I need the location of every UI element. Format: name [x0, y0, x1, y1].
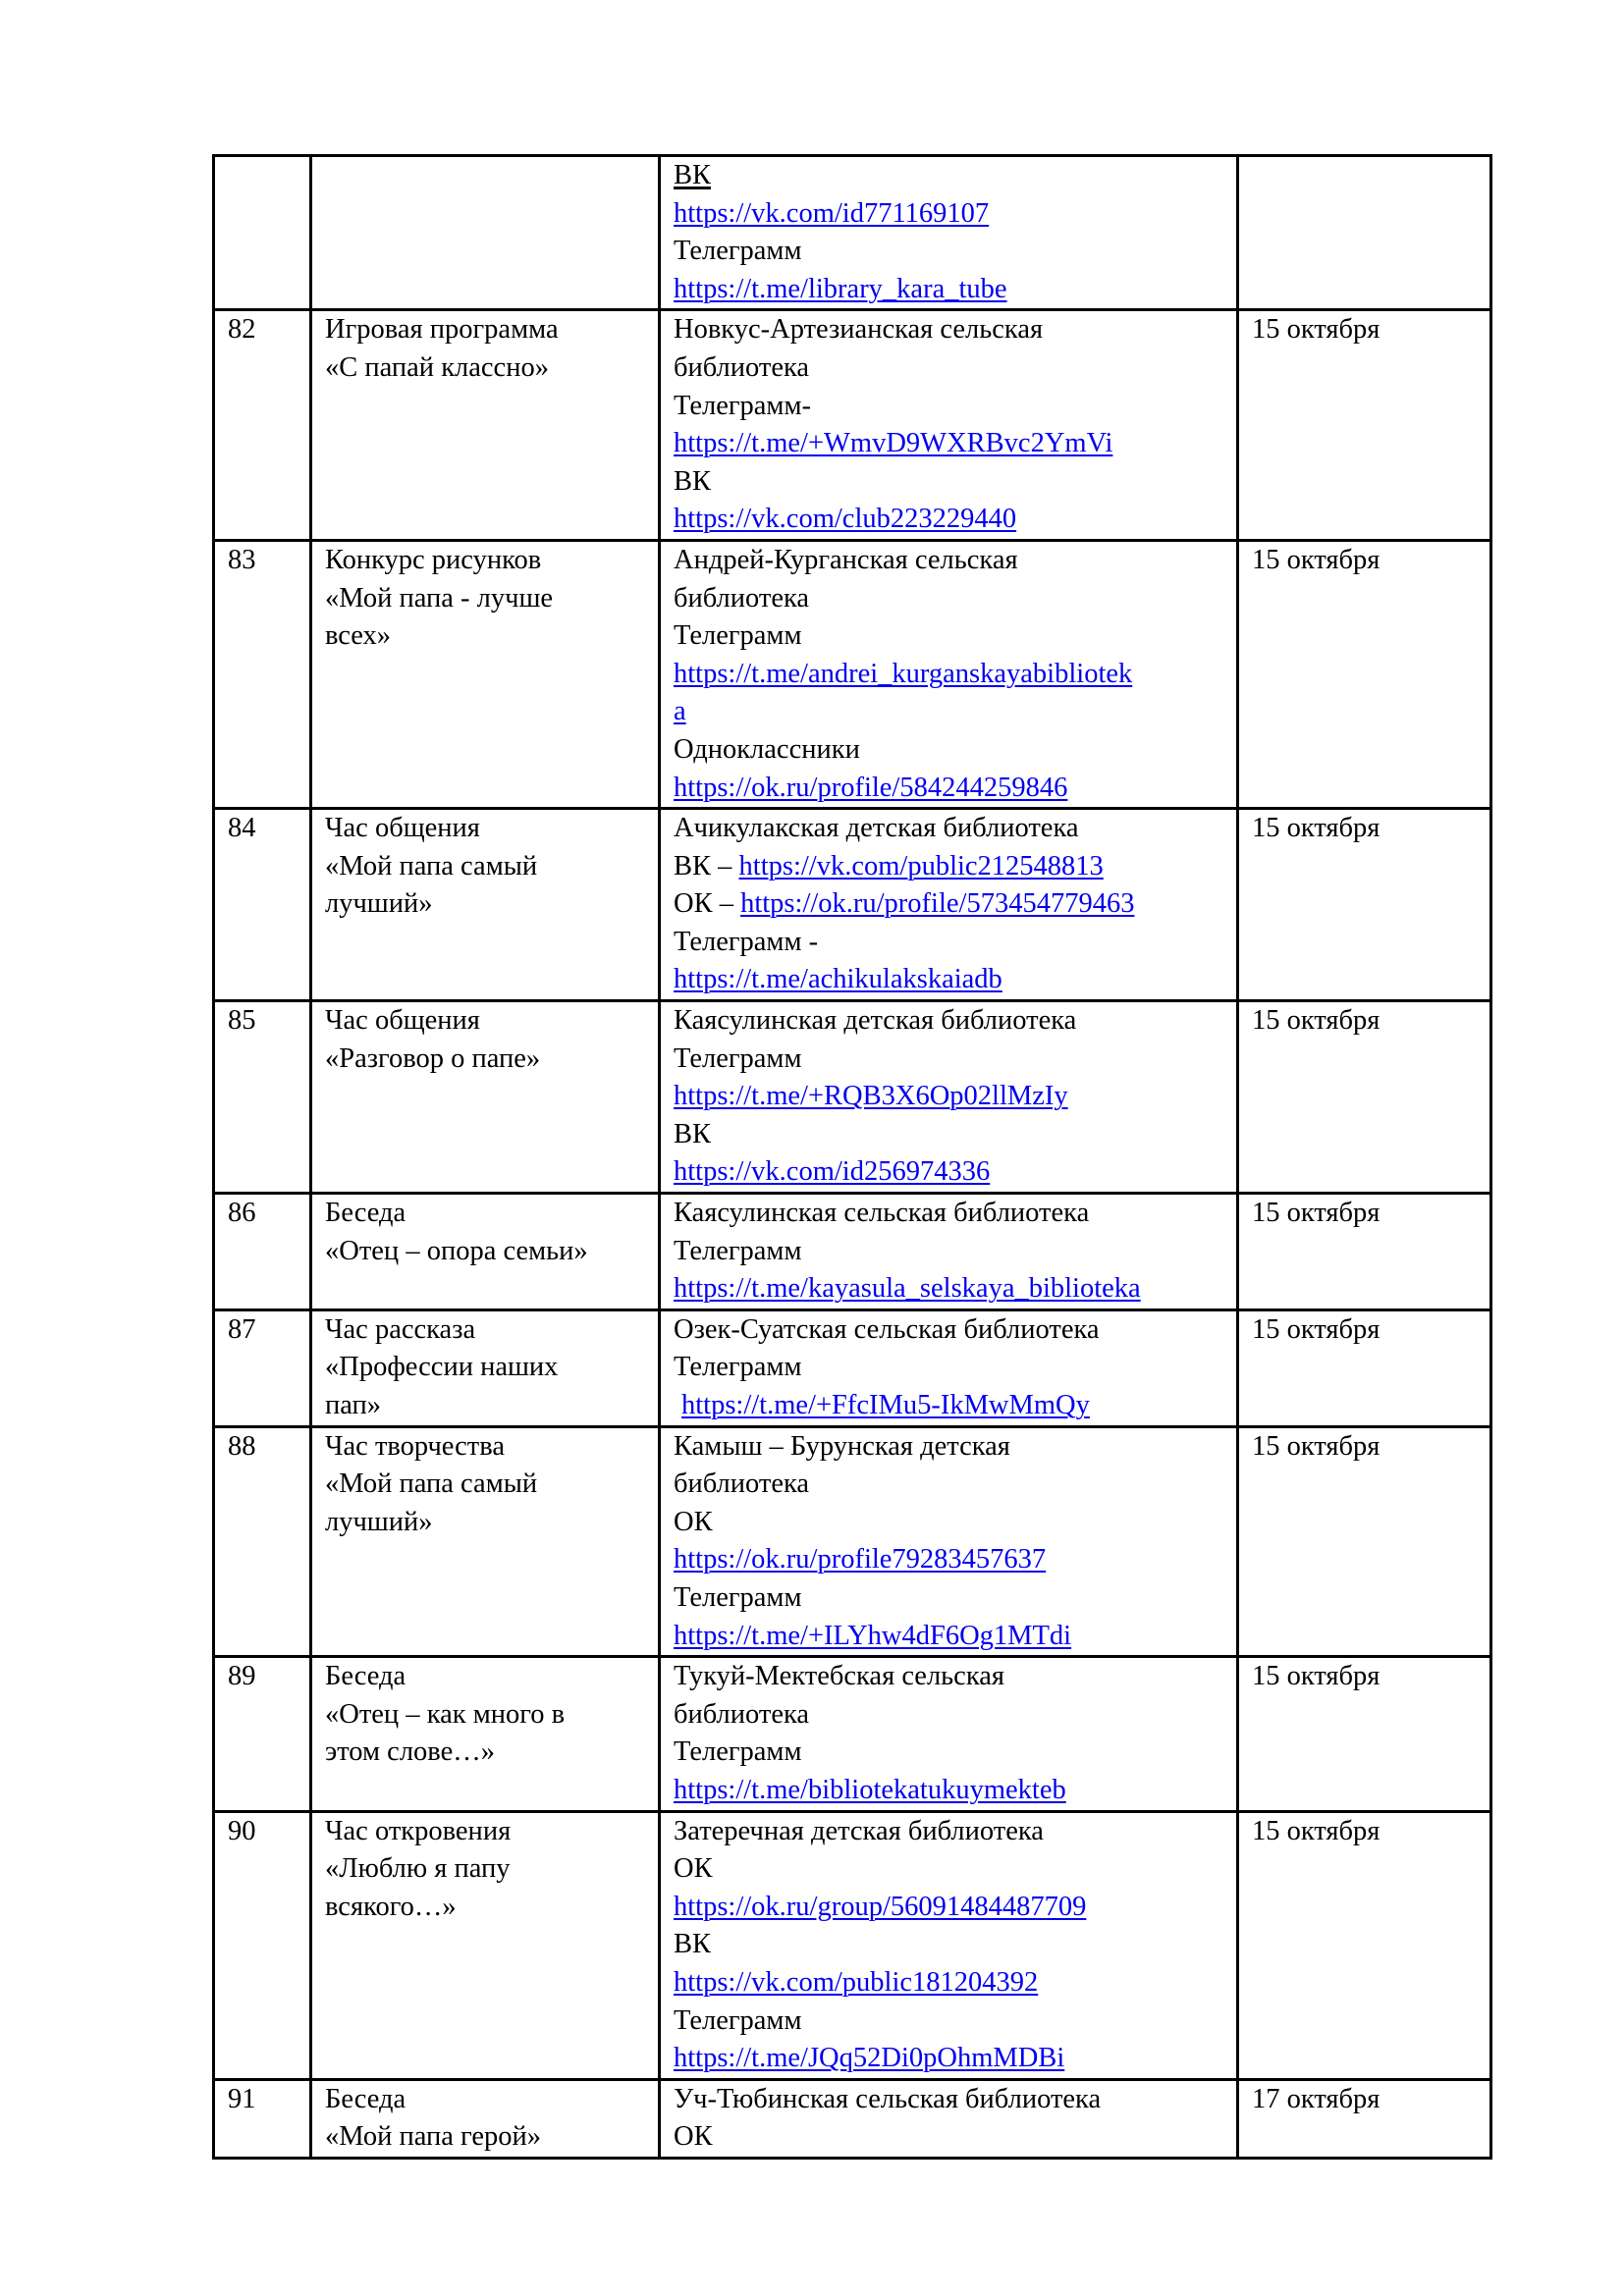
event-name-cell: [311, 1811, 660, 2079]
event-date: 15 октября: [1252, 1661, 1380, 1692]
venue-text: Озек-Суатская сельская библиотека: [674, 1313, 1100, 1345]
social-link[interactable]: https://t.me/kayasula_selskaya_biblioteka: [674, 1273, 1141, 1305]
venue-text: ОК: [674, 2121, 713, 2153]
venue-line: [674, 1428, 1236, 1467]
venue-cell: [660, 2079, 1238, 2158]
row-number-cell: [214, 1426, 311, 1657]
social-link[interactable]: https://ok.ru/profile/584244259846: [674, 772, 1068, 803]
event-name-cell: [311, 1657, 660, 1811]
date-cell: [1238, 809, 1491, 1001]
venue-line: [674, 157, 1236, 195]
event-name-line: Час общения: [325, 1005, 480, 1037]
venue-text: ОК: [674, 1853, 713, 1885]
venue-cell: [660, 1657, 1238, 1811]
venue-line: [674, 1387, 1236, 1425]
event-name-cell: [311, 156, 660, 310]
date-cell: [1238, 1811, 1491, 2079]
venue-text: Уч-Тюбинская сельская библиотека: [674, 2083, 1102, 2114]
event-date: 15 октября: [1252, 1815, 1380, 1846]
social-link[interactable]: https://vk.com/id771169107: [674, 197, 990, 229]
date-cell: [1238, 540, 1491, 808]
events-table: [212, 154, 1492, 2160]
row-number-cell: [214, 1001, 311, 1194]
table-row: [214, 1657, 1491, 1811]
venue-text: Телеграмм: [674, 620, 802, 652]
event-name-line: «С папай классно»: [325, 351, 549, 383]
venue-line: [674, 271, 1236, 309]
table-row: [214, 1426, 1491, 1657]
venue-text: Андрей-Курганская сельская: [674, 544, 1018, 575]
venue-line: [674, 1926, 1236, 1964]
venue-line: [674, 1772, 1236, 1810]
venue-cell: [660, 156, 1238, 310]
venue-line: [674, 2081, 1236, 2119]
venue-line: [674, 1658, 1236, 1696]
event-name-line: «Мой папа - лучше: [325, 582, 554, 614]
row-number: 88: [228, 1430, 256, 1462]
event-name-line: Беседа: [325, 2083, 406, 2114]
venue-text: ВК: [674, 1929, 712, 1960]
date-cell: [1238, 1001, 1491, 1194]
row-number-cell: [214, 809, 311, 1001]
row-number-cell: [214, 1811, 311, 2079]
event-date: 17 октября: [1252, 2083, 1380, 2114]
venue-line: [674, 311, 1236, 349]
social-link[interactable]: https://t.me/+FfcIMu5-IkMwMmQy: [681, 1390, 1090, 1420]
event-name-cell: [311, 540, 660, 808]
venue-text: Телеграмм: [674, 1736, 802, 1768]
venue-text: Одноклассники: [674, 733, 860, 765]
venue-line: [674, 1579, 1236, 1618]
social-link[interactable]: https://vk.com/club223229440: [674, 504, 1017, 535]
event-name-line: «Профессии наших: [325, 1352, 559, 1383]
event-name-line: Беседа: [325, 1198, 406, 1229]
venue-text: библиотека: [674, 1468, 810, 1500]
venue-line: [674, 1195, 1236, 1233]
social-link[interactable]: a: [674, 696, 686, 727]
venue-text: Телеграмм: [674, 2004, 802, 2036]
venue-cell: [660, 1194, 1238, 1310]
venue-line: [674, 1964, 1236, 2002]
event-name-cell: [311, 1001, 660, 1194]
social-link[interactable]: https://t.me/achikulakskaiadb: [674, 964, 1002, 995]
table-row: [214, 1001, 1491, 1194]
table-row: [214, 1811, 1491, 2079]
event-name-cell: [311, 1426, 660, 1657]
venue-text: Новкус-Артезианская сельская: [674, 314, 1044, 346]
venue-line: [674, 1349, 1236, 1387]
venue-line: [674, 580, 1236, 618]
row-number-cell: [214, 1309, 311, 1426]
venue-line: [674, 617, 1236, 656]
venue-cell: [660, 540, 1238, 808]
venue-text: Тукуй-Мектебская сельская: [674, 1661, 1005, 1692]
venue-text: Телеграмм -: [674, 926, 819, 957]
venue-line: [674, 463, 1236, 502]
venue-line: [674, 1233, 1236, 1271]
event-name-cell: [311, 1194, 660, 1310]
event-name-line: «Отец – опора семьи»: [325, 1235, 588, 1266]
social-link[interactable]: https://t.me/bibliotekatukuymekteb: [674, 1774, 1066, 1805]
row-number: 89: [228, 1661, 256, 1692]
venue-text: Телеграмм-: [674, 390, 811, 421]
venue-text: ОК: [674, 1506, 713, 1537]
event-date: 15 октября: [1252, 1005, 1380, 1037]
row-number-cell: [214, 1657, 311, 1811]
row-number-cell: [214, 310, 311, 541]
event-date: 15 октября: [1252, 314, 1380, 346]
row-number: 83: [228, 544, 256, 575]
event-name-cell: [311, 1309, 660, 1426]
row-number-cell: [214, 2079, 311, 2158]
venue-line: [674, 731, 1236, 770]
event-name-line: всякого…»: [325, 1891, 457, 1922]
table-row: [214, 1309, 1491, 1426]
venue-line: [674, 1078, 1236, 1116]
venue-text: Телеграмм: [674, 236, 802, 267]
date-cell: [1238, 1194, 1491, 1310]
venue-line: [674, 2002, 1236, 2041]
venue-text: библиотека: [674, 1698, 810, 1730]
venue-text: Камыш – Бурунская детская: [674, 1430, 1010, 1462]
event-name-line: Беседа: [325, 1661, 406, 1692]
venue-text: Телеграмм: [674, 1235, 802, 1266]
event-date: 15 октября: [1252, 544, 1380, 575]
event-name-line: Час творчества: [325, 1430, 505, 1462]
venue-line: [674, 2040, 1236, 2078]
venue-line: [674, 501, 1236, 539]
venue-line: [674, 1734, 1236, 1772]
venue-line: [674, 810, 1236, 848]
row-number: 85: [228, 1005, 256, 1037]
event-name-line: Час откровения: [325, 1815, 512, 1846]
social-link[interactable]: https://ok.ru/group/56091484487709: [674, 1891, 1087, 1922]
table-row: [214, 540, 1491, 808]
social-link[interactable]: https://t.me/library_kara_tube: [674, 273, 1007, 304]
date-cell: [1238, 1426, 1491, 1657]
row-number: 86: [228, 1198, 256, 1229]
social-link[interactable]: https://t.me/andrei_kurganskayabibliotek: [674, 658, 1133, 689]
venue-line: [674, 2118, 1236, 2157]
social-link[interactable]: https://t.me/+WmvD9WXRBvc2YmVi: [674, 428, 1113, 459]
events-table-body: [214, 156, 1491, 2159]
date-cell: [1238, 1309, 1491, 1426]
venue-text: Ачикулакская детская библиотека: [674, 813, 1079, 844]
event-name-line: Конкурс рисунков: [325, 544, 542, 575]
venue-line: [674, 924, 1236, 962]
venue-line: [674, 349, 1236, 388]
venue-text: Телеграмм: [674, 1352, 802, 1383]
row-number: 84: [228, 813, 256, 844]
venue-line: [674, 1696, 1236, 1735]
venue-line: [674, 1813, 1236, 1851]
venue-line: [674, 961, 1236, 999]
event-name-line: Час общения: [325, 813, 480, 844]
social-link[interactable]: https://vk.com/public212548813: [738, 850, 1104, 881]
social-link[interactable]: https://t.me/+RQB3X6Op02llMzIy: [674, 1081, 1068, 1112]
social-link[interactable]: https://t.me/+ILYhw4dF6Og1MTdi: [674, 1620, 1072, 1651]
venue-line: [674, 1541, 1236, 1579]
network-label: ВК –: [674, 850, 739, 881]
venue-line: [674, 1618, 1236, 1656]
venue-line: [674, 693, 1236, 731]
event-name-line: лучший»: [325, 1506, 433, 1537]
venue-line: [674, 1153, 1236, 1192]
venue-line: [674, 1889, 1236, 1927]
venue-line: [674, 1850, 1236, 1889]
row-number: 87: [228, 1313, 256, 1345]
table-row: [214, 310, 1491, 541]
event-name-line: Час рассказа: [325, 1313, 476, 1345]
row-number: 82: [228, 314, 256, 346]
date-cell: [1238, 2079, 1491, 2158]
venue-line: [674, 1504, 1236, 1542]
venue-cell: [660, 1811, 1238, 2079]
event-name-cell: [311, 809, 660, 1001]
social-link[interactable]: https://ok.ru/profile/573454779463: [740, 888, 1135, 920]
network-label: ВК: [674, 160, 712, 190]
venue-cell: [660, 310, 1238, 541]
venue-line: [674, 848, 1236, 886]
venue-text: Телеграмм: [674, 1042, 802, 1074]
row-number-cell: [214, 1194, 311, 1310]
social-link[interactable]: https://t.me/JQq52Di0pOhmMDBi: [674, 2043, 1065, 2074]
event-name-line: «Мой папа самый: [325, 850, 538, 881]
venue-line: [674, 1270, 1236, 1308]
venue-line: [674, 542, 1236, 580]
event-name-line: всех»: [325, 620, 392, 652]
event-name-line: «Мой папа герой»: [325, 2121, 542, 2153]
date-cell: [1238, 1657, 1491, 1811]
event-date: 15 октября: [1252, 813, 1380, 844]
venue-line: [674, 425, 1236, 463]
venue-cell: [660, 1426, 1238, 1657]
venue-text: ВК: [674, 1118, 712, 1149]
table-row: [214, 156, 1491, 310]
social-link[interactable]: https://vk.com/id256974336: [674, 1156, 991, 1188]
social-link[interactable]: https://ok.ru/profile79283457637: [674, 1544, 1047, 1575]
event-name-line: лучший»: [325, 888, 433, 920]
venue-line: [674, 233, 1236, 271]
network-label: ОК –: [674, 888, 741, 920]
venue-line: [674, 885, 1236, 924]
venue-line: [674, 1466, 1236, 1504]
event-name-line: пап»: [325, 1390, 382, 1420]
event-name-cell: [311, 2079, 660, 2158]
venue-line: [674, 770, 1236, 808]
venue-cell: [660, 1001, 1238, 1194]
venue-text: Каясулинская детская библиотека: [674, 1005, 1077, 1037]
event-name-cell: [311, 310, 660, 541]
row-number-cell: [214, 540, 311, 808]
venue-text: Каясулинская сельская библиотека: [674, 1198, 1090, 1229]
venue-line: [674, 1116, 1236, 1154]
venue-cell: [660, 809, 1238, 1001]
venue-line: [674, 656, 1236, 694]
event-name-line: «Отец – как много в: [325, 1698, 566, 1730]
date-cell: [1238, 156, 1491, 310]
venue-line: [674, 195, 1236, 234]
venue-line: [674, 1041, 1236, 1079]
venue-line: [674, 388, 1236, 426]
table-row: [214, 809, 1491, 1001]
row-number: 91: [228, 2083, 256, 2114]
event-date: 15 октября: [1252, 1198, 1380, 1229]
event-name-line: «Люблю я папу: [325, 1853, 511, 1885]
event-name-line: Игровая программа: [325, 314, 559, 346]
venue-text: Телеграмм: [674, 1581, 802, 1613]
table-row: [214, 2079, 1491, 2158]
date-cell: [1238, 310, 1491, 541]
row-number: 90: [228, 1815, 256, 1846]
event-name-line: «Мой папа самый: [325, 1468, 538, 1500]
event-date: 15 октября: [1252, 1313, 1380, 1345]
social-link[interactable]: https://vk.com/public181204392: [674, 1966, 1039, 1998]
venue-line: [674, 1002, 1236, 1041]
venue-text: Затеречная детская библиотека: [674, 1815, 1044, 1846]
venue-text: библиотека: [674, 351, 810, 383]
event-name-line: «Разговор о папе»: [325, 1042, 541, 1074]
table-row: [214, 1194, 1491, 1310]
venue-cell: [660, 1309, 1238, 1426]
venue-text: ВК: [674, 465, 712, 497]
event-date: 15 октября: [1252, 1430, 1380, 1462]
venue-line: [674, 1311, 1236, 1350]
event-name-line: этом слове…»: [325, 1736, 495, 1768]
venue-text: библиотека: [674, 582, 810, 614]
row-number-cell: [214, 156, 311, 310]
